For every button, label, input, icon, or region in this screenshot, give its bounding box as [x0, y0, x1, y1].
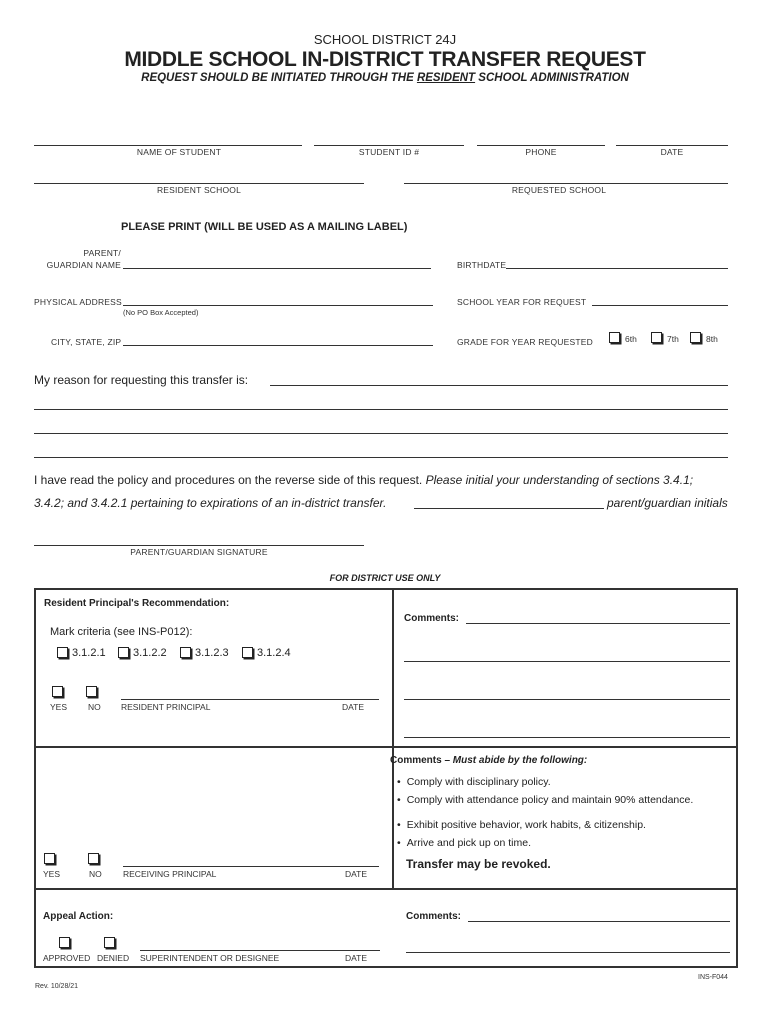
revision-date: Rev. 10/28/21	[35, 983, 79, 990]
receiving-principal-label: RECEIVING PRINCIPAL	[123, 869, 217, 879]
district-use-label: FOR DISTRICT USE ONLY	[329, 573, 441, 583]
policy-plain: I have read the policy and procedures on the reverse side of this request.	[34, 473, 426, 487]
receiving-principal-line[interactable]	[123, 866, 379, 867]
form-title: MIDDLE SCHOOL IN-DISTRICT TRANSFER REQUEST	[124, 48, 646, 71]
criteria-3124-label: 3.1.2.4	[257, 647, 291, 659]
resident-comments-line-2[interactable]	[404, 661, 730, 662]
resident-heading: Resident Principal's Recommendation:	[44, 598, 230, 609]
subtitle-underlined: RESIDENT	[416, 72, 476, 84]
rule-disciplinary-text: Comply with disciplinary policy.	[406, 776, 551, 788]
policy-text-line1	[34, 473, 693, 487]
physical-address-label: PHYSICAL ADDRESS	[34, 297, 122, 307]
signature-label: PARENT/GUARDIAN SIGNATURE	[130, 547, 268, 557]
parent-label-2: GUARDIAN NAME	[46, 260, 121, 270]
receiving-no-checkbox[interactable]	[88, 853, 99, 864]
resident-comments-line-3[interactable]	[404, 699, 730, 700]
physical-address-line[interactable]	[123, 305, 433, 306]
resident-school-line[interactable]	[34, 183, 364, 184]
box-vertical-divider	[392, 588, 394, 888]
appeal-denied-checkbox[interactable]	[104, 937, 115, 948]
resident-yes-label: YES	[50, 702, 68, 712]
criteria-3121-label: 3.1.2.1	[72, 647, 106, 659]
grade-8th-label: 8th	[706, 334, 718, 344]
birthdate-line[interactable]	[506, 268, 728, 269]
appeal-approved-checkbox[interactable]	[59, 937, 70, 948]
policy-italic-1: Please initial your understanding of sections 3.4.1;	[425, 473, 694, 487]
rule-arrival	[397, 837, 531, 849]
resident-comments-line-4[interactable]	[404, 737, 730, 738]
resident-date-label: DATE	[342, 702, 365, 712]
resident-comments-line-1[interactable]	[466, 623, 730, 624]
phone-label: PHONE	[525, 147, 557, 157]
policy-text-line2: 3.4.2; and 3.4.2.1 pertaining to expirations of an in-district transfer.	[34, 496, 387, 510]
form-subtitle	[0, 72, 770, 84]
superintendent-label: SUPERINTENDENT OR DESIGNEE	[140, 953, 280, 963]
city-label: CITY, STATE, ZIP	[51, 337, 122, 347]
phone-line[interactable]	[477, 145, 605, 146]
requested-school-label: REQUESTED SCHOOL	[511, 185, 607, 195]
superintendent-line[interactable]	[140, 950, 380, 951]
reason-line-3[interactable]	[34, 433, 728, 434]
parent-label-1: PARENT/	[83, 248, 121, 258]
grade-6th-label: 6th	[625, 334, 637, 344]
date-label: DATE	[660, 147, 684, 157]
city-line[interactable]	[123, 345, 433, 346]
grade-7th-checkbox[interactable]	[651, 332, 662, 343]
grade-7th-label: 7th	[667, 334, 679, 344]
receiving-yes-label: YES	[43, 869, 61, 879]
receiving-yes-checkbox[interactable]	[44, 853, 55, 864]
receiving-comments-italic: Must abide by the following:	[452, 755, 588, 766]
school-year-line[interactable]	[592, 305, 728, 306]
reason-label: My reason for requesting this transfer is:	[34, 373, 249, 387]
criteria-3122-label: 3.1.2.2	[133, 647, 167, 659]
reason-line-1[interactable]	[270, 385, 728, 386]
student-name-label: NAME OF STUDENT	[136, 147, 222, 157]
resident-no-checkbox[interactable]	[86, 686, 97, 697]
school-year-label: SCHOOL YEAR FOR REQUEST	[457, 297, 587, 307]
criteria-3123-checkbox[interactable]	[180, 647, 191, 658]
resident-school-label: RESIDENT SCHOOL	[156, 185, 242, 195]
appeal-denied-label: DENIED	[97, 953, 130, 963]
date-line[interactable]	[616, 145, 728, 146]
resident-yes-checkbox[interactable]	[52, 686, 63, 697]
rule-attendance	[397, 794, 693, 806]
signature-line[interactable]	[34, 545, 364, 546]
resident-comments-label: Comments:	[404, 613, 460, 624]
receiving-date-label: DATE	[345, 869, 368, 879]
transfer-revoked-note: Transfer may be revoked.	[406, 857, 551, 871]
criteria-3124-checkbox[interactable]	[242, 647, 253, 658]
district-use-box	[34, 588, 738, 968]
district-name: SCHOOL DISTRICT 24J	[313, 32, 457, 47]
resident-principal-label: RESIDENT PRINCIPAL	[121, 702, 211, 712]
student-name-line[interactable]	[34, 145, 302, 146]
grade-6th-checkbox[interactable]	[609, 332, 620, 343]
receiving-comments-heading	[390, 755, 587, 766]
receiving-comments-plain: Comments –	[390, 755, 453, 766]
rule-attendance-text: Comply with attendance policy and maintain 90% attendance.	[406, 794, 694, 806]
parent-name-line[interactable]	[123, 268, 431, 269]
grade-label: GRADE FOR YEAR REQUESTED	[457, 337, 593, 347]
rule-behavior	[397, 819, 646, 831]
rule-disciplinary	[397, 776, 551, 788]
birthdate-label: BIRTHDATE	[457, 260, 507, 270]
appeal-comments-line-2[interactable]	[406, 952, 730, 953]
appeal-comments-label: Comments:	[406, 911, 462, 922]
appeal-date-label: DATE	[345, 953, 368, 963]
criteria-3121-checkbox[interactable]	[57, 647, 68, 658]
student-id-label: STUDENT ID #	[358, 147, 420, 157]
resident-principal-line[interactable]	[121, 699, 379, 700]
reason-line-2[interactable]	[34, 409, 728, 410]
mailing-heading: PLEASE PRINT (WILL BE USED AS A MAILING LABEL)	[121, 221, 408, 233]
rule-behavior-text: Exhibit positive behavior, work habits, & citizenship.	[406, 819, 646, 831]
criteria-3123-label: 3.1.2.3	[195, 647, 229, 659]
subtitle-pre: REQUEST SHOULD BE INITIATED THROUGH THE	[141, 72, 417, 84]
criteria-label: Mark criteria (see INS-P012):	[50, 626, 193, 638]
reason-line-4[interactable]	[34, 457, 728, 458]
appeal-heading: Appeal Action:	[43, 911, 114, 922]
student-id-line[interactable]	[314, 145, 464, 146]
appeal-comments-line-1[interactable]	[468, 921, 730, 922]
resident-no-label: NO	[88, 702, 101, 712]
grade-8th-checkbox[interactable]	[690, 332, 701, 343]
rule-arrival-text: Arrive and pick up on time.	[406, 837, 531, 849]
initials-line[interactable]	[414, 508, 604, 509]
po-box-note: (No PO Box Accepted)	[123, 308, 199, 317]
criteria-3122-checkbox[interactable]	[118, 647, 129, 658]
box-divider-1	[34, 746, 738, 748]
receiving-no-label: NO	[89, 869, 102, 879]
appeal-approved-label: APPROVED	[43, 953, 91, 963]
initials-label: parent/guardian initials	[607, 496, 728, 510]
box-divider-2	[34, 888, 738, 890]
subtitle-post: SCHOOL ADMINISTRATION	[475, 72, 629, 84]
form-id: INS-F044	[698, 974, 728, 981]
requested-school-line[interactable]	[404, 183, 728, 184]
